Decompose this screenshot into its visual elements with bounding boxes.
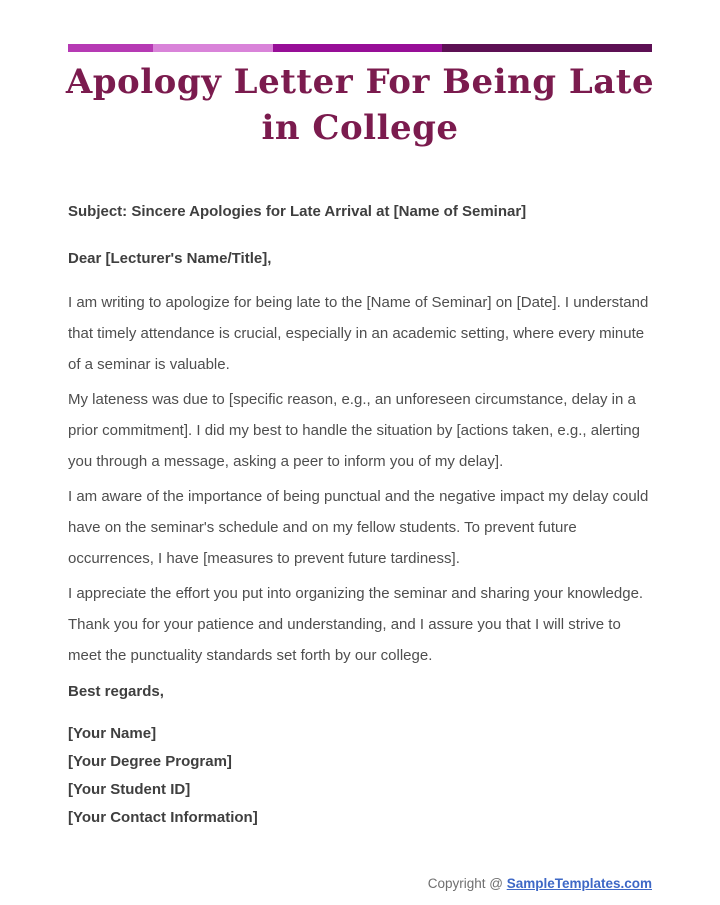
- closing-line: Best regards,: [68, 683, 164, 700]
- accent-bar-segment-purple: [273, 44, 442, 52]
- accent-bar-segment-dark-plum: [442, 44, 652, 52]
- letter-paragraph: I appreciate the effort you put into organizing the seminar and sharing your knowledge. Thank you for your patience and understanding, and I assure you that I will strive to meet the punctuality standards set forth by our college.: [68, 585, 644, 664]
- page-title: [54, 59, 666, 151]
- accent-bar-segment-light-orchid: [153, 44, 273, 52]
- signature-contact-info: [Your Contact Information]: [68, 809, 258, 826]
- page-title-line-2: in College: [261, 108, 459, 148]
- salutation-line: Dear [Lecturer's Name/Title],: [68, 250, 272, 267]
- letter-paragraph: I am aware of the importance of being punctual and the negative impact my delay could have on the seminar's schedule and on my fellow students. To prevent future occurrences, I have [measures to prevent future tardiness].: [68, 488, 649, 567]
- footer: [68, 874, 652, 894]
- signature-block: [68, 720, 652, 832]
- copyright-text: Copyright @: [427, 876, 507, 891]
- accent-bar: [68, 44, 652, 52]
- signature-student-id: [Your Student ID]: [68, 781, 191, 798]
- letter-paragraph: I am writing to apologize for being late to the [Name of Seminar] on [Date]. I understand that timely attendance is crucial, especially in an academic setting, where every minute of a seminar is valuable.: [68, 294, 649, 373]
- subject-line: Subject: Sincere Apologies for Late Arrival at [Name of Seminar]: [68, 203, 527, 220]
- page-title-line-1: Apology Letter For Being Late: [65, 62, 655, 102]
- letter-body: [68, 197, 652, 832]
- sampletemplates-link[interactable]: SampleTemplates.com: [506, 876, 652, 891]
- signature-name: [Your Name]: [68, 725, 157, 742]
- signature-degree-program: [Your Degree Program]: [68, 753, 232, 770]
- accent-bar-segment-magenta: [68, 44, 153, 52]
- letter-paragraph: My lateness was due to [specific reason, e.g., an unforeseen circumstance, delay in a prior commitment]. I did my best to handle the situation by [actions taken, e.g., alerting you through a message, asking a peer to inform you of my delay].: [68, 391, 640, 470]
